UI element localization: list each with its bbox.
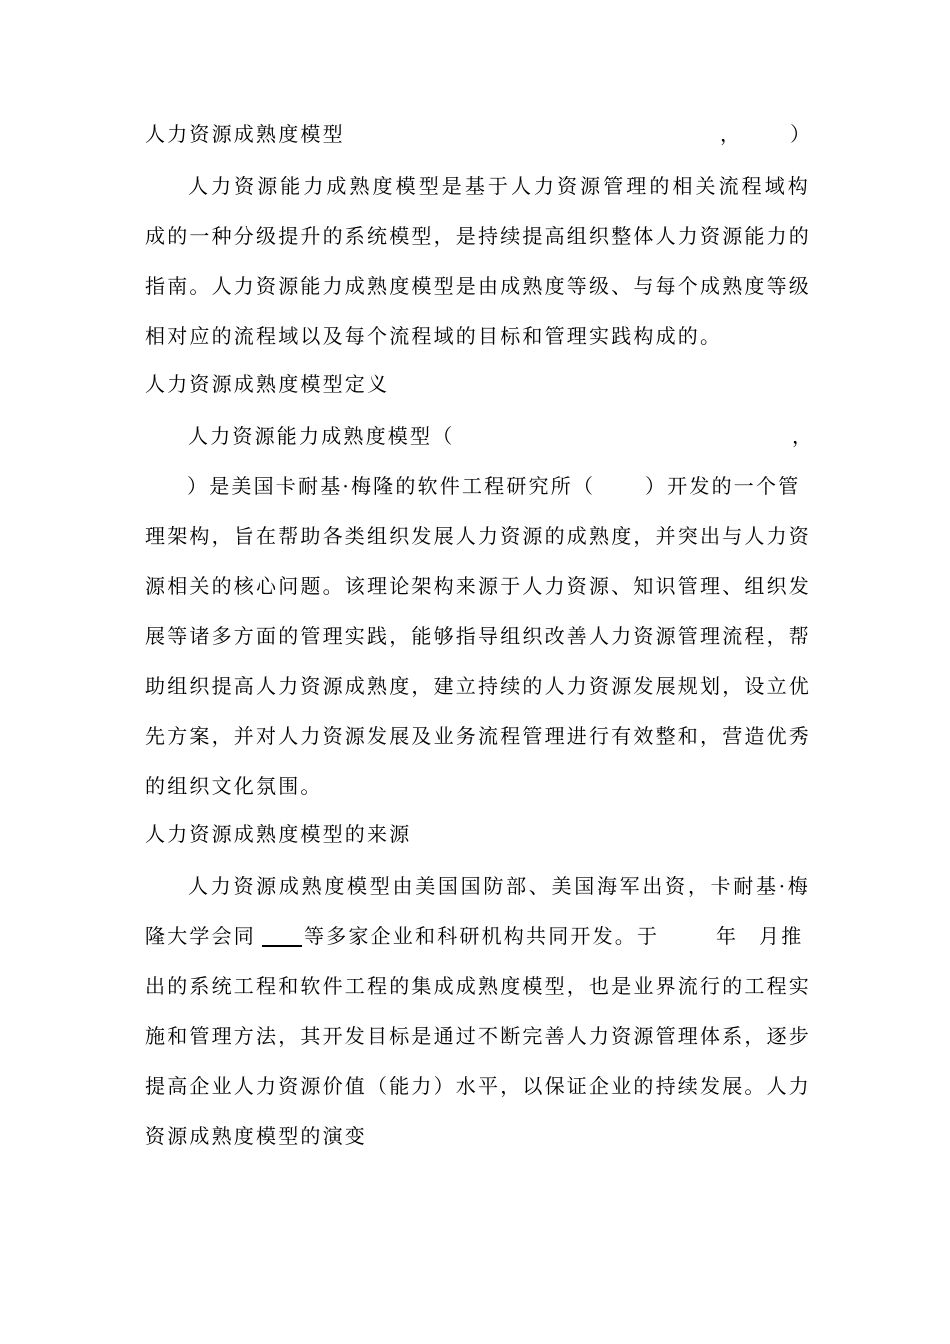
para3-line: 施和管理方法，其开发目标是通过不断完善人力资源管理体系，逐步 — [145, 1024, 811, 1048]
para3-line: 资源成熟度模型的演变 — [145, 1124, 367, 1148]
para2-line: 展等诸多方面的管理实践，能够指导组织改善人力资源管理流程，帮 — [145, 624, 811, 648]
para2-line2-a: ）是美国卡耐基·梅隆的软件工程研究所（ — [187, 474, 596, 498]
para2-line: 先方案，并对人力资源发展及业务流程管理进行有效整和，营造优秀 — [145, 724, 811, 748]
para2-line: 源相关的核心问题。该理论架构来源于人力资源、知识管理、组织发 — [145, 574, 811, 598]
para3-line — [145, 922, 810, 950]
para3-line1-text: 人力资源成熟度模型由美国国防部、美国海军出资，卡耐基·梅 — [188, 874, 810, 898]
heading-definition: 人力资源成熟度模型定义 — [145, 372, 390, 396]
para3-line2-year: 年 — [716, 924, 739, 948]
para1-line — [188, 172, 810, 200]
title-comma: ， — [720, 122, 743, 146]
para2-line: 的组织文化氛围。 — [145, 774, 323, 798]
para3-line2-month: 月推 — [759, 924, 804, 948]
para2-line1-text: 人力资源能力成熟度模型（ — [188, 424, 455, 448]
para2-line: 助组织提高人力资源成熟度，建立持续的人力资源发展规划，设立优 — [145, 674, 811, 698]
blank-underline — [262, 925, 302, 947]
para2-line — [188, 422, 815, 450]
para3-line2-a: 隆大学会同 — [145, 924, 256, 948]
title-text: 人力资源成熟度模型 — [145, 122, 345, 146]
para2-line1-comma: ， — [792, 424, 815, 448]
para1-line: 成的一种分级提升的系统模型，是持续提高组织整体人力资源能力的 — [145, 224, 811, 248]
para3-line: 提高企业人力资源价值（能力）水平，以保证企业的持续发展。人力 — [145, 1074, 811, 1098]
para1-line-text: 人力资源能力成熟度模型是基于人力资源管理的相关流程域构 — [188, 174, 810, 198]
para1-line: 相对应的流程域以及每个流程域的目标和管理实践构成的。 — [145, 324, 723, 348]
para3-line — [188, 872, 810, 900]
title-paren: ） — [790, 122, 813, 146]
para3-line: 出的系统工程和软件工程的集成成熟度模型，也是业界流行的工程实 — [145, 974, 811, 998]
para3-line2-b: 等多家企业和科研机构共同开发。于 — [304, 924, 660, 948]
para2-line2-b: ）开发的一个管 — [645, 474, 801, 498]
para1-line: 指南。人力资源能力成熟度模型是由成熟度等级、与每个成熟度等级 — [145, 274, 811, 298]
para2-line: 理架构，旨在帮助各类组织发展人力资源的成熟度，并突出与人力资 — [145, 524, 811, 548]
title-line — [145, 120, 813, 148]
heading-source: 人力资源成熟度模型的来源 — [145, 822, 412, 846]
